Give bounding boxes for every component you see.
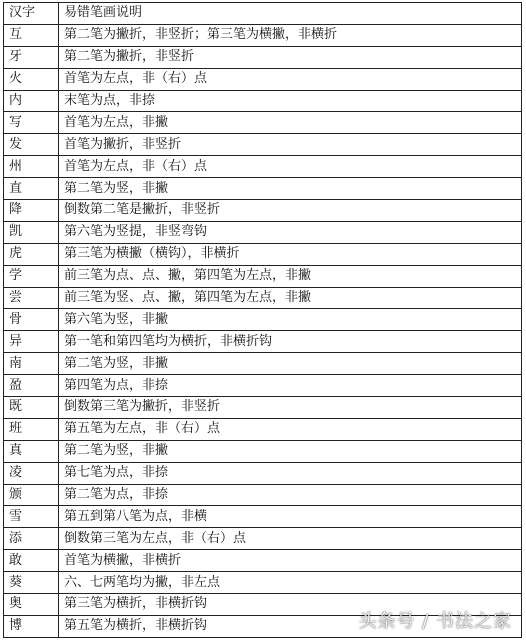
stroke-error-table	[3, 2, 522, 638]
character-cell: 班	[4, 418, 59, 440]
table-row	[4, 24, 522, 46]
table-row	[4, 331, 522, 353]
table-row	[4, 375, 522, 397]
character-cell: 写	[4, 112, 59, 134]
explanation-cell: 前三笔为竖、点、撇，第四笔为左点，非撇	[59, 287, 522, 309]
header-explanation: 易错笔画说明	[59, 3, 522, 25]
explanation-cell: 倒数第二笔是撇折，非竖折	[59, 200, 522, 222]
table-row	[4, 440, 522, 462]
table-row	[4, 200, 522, 222]
table-row	[4, 309, 522, 331]
explanation-cell: 首笔为撇折，非竖折	[59, 134, 522, 156]
explanation-cell: 首笔为横撇，非横折	[59, 550, 522, 572]
character-cell: 凯	[4, 221, 59, 243]
explanation-cell: 首笔为左点，非（右）点	[59, 68, 522, 90]
character-cell: 虎	[4, 243, 59, 265]
character-cell: 雪	[4, 506, 59, 528]
table-row	[4, 134, 522, 156]
explanation-cell: 第二笔为竖，非撇	[59, 178, 522, 200]
character-cell: 真	[4, 440, 59, 462]
explanation-cell: 前三笔为点、点、撇，第四笔为左点，非撇	[59, 265, 522, 287]
character-cell: 异	[4, 331, 59, 353]
character-cell: 互	[4, 24, 59, 46]
explanation-cell: 首笔为左点，非撇	[59, 112, 522, 134]
explanation-cell: 第五笔为左点，非（右）点	[59, 418, 522, 440]
table-row	[4, 462, 522, 484]
explanation-cell: 第五到第八笔为点，非横	[59, 506, 522, 528]
table-row	[4, 221, 522, 243]
table-row	[4, 550, 522, 572]
table-row	[4, 265, 522, 287]
explanation-cell: 六、七两笔均为撇，非左点	[59, 572, 522, 594]
character-cell: 添	[4, 528, 59, 550]
table-body	[4, 24, 522, 637]
table-row	[4, 418, 522, 440]
explanation-cell: 第六笔为竖，非撇	[59, 309, 522, 331]
table-row	[4, 46, 522, 68]
character-cell: 直	[4, 178, 59, 200]
watermark: 头条号 / 书法之家	[358, 611, 512, 632]
explanation-cell: 首笔为左点，非（右）点	[59, 156, 522, 178]
character-cell: 博	[4, 615, 59, 637]
table-row	[4, 353, 522, 375]
explanation-cell: 第二笔为点，非捺	[59, 484, 522, 506]
table-header-row	[4, 3, 522, 25]
explanation-cell: 第一笔和第四笔均为横折，非横折钩	[59, 331, 522, 353]
table-row	[4, 90, 522, 112]
character-cell: 骨	[4, 309, 59, 331]
character-cell: 州	[4, 156, 59, 178]
character-cell: 凌	[4, 462, 59, 484]
explanation-cell: 末笔为点，非捺	[59, 90, 522, 112]
explanation-cell: 第四笔为点，非捺	[59, 375, 522, 397]
character-cell: 南	[4, 353, 59, 375]
header-character: 汉字	[4, 3, 59, 25]
table-row	[4, 112, 522, 134]
explanation-cell: 第二笔为撇折，非竖折；第三笔为横撇，非横折	[59, 24, 522, 46]
character-cell: 学	[4, 265, 59, 287]
character-cell: 牙	[4, 46, 59, 68]
explanation-cell: 第二笔为竖，非撇	[59, 353, 522, 375]
explanation-cell: 第三笔为横折，非横折钩	[59, 594, 522, 616]
explanation-cell: 第二笔为撇折，非竖折	[59, 46, 522, 68]
table-row	[4, 287, 522, 309]
character-cell: 敢	[4, 550, 59, 572]
character-cell: 内	[4, 90, 59, 112]
table-row	[4, 528, 522, 550]
explanation-cell: 第五笔为横折，非横折钩	[59, 615, 522, 637]
explanation-cell: 倒数第三笔为撇折，非竖折	[59, 397, 522, 419]
table-row	[4, 572, 522, 594]
explanation-cell: 第七笔为点，非捺	[59, 462, 522, 484]
table-row	[4, 397, 522, 419]
table-row	[4, 243, 522, 265]
explanation-cell: 第二笔为竖，非撇	[59, 440, 522, 462]
explanation-cell: 第三笔为横撇（横钩），非横折	[59, 243, 522, 265]
table-row	[4, 178, 522, 200]
table-row	[4, 506, 522, 528]
explanation-cell: 第六笔为竖提，非竖弯钩	[59, 221, 522, 243]
character-cell: 火	[4, 68, 59, 90]
character-cell: 颁	[4, 484, 59, 506]
stroke-error-document	[3, 2, 521, 638]
character-cell: 降	[4, 200, 59, 222]
character-cell: 既	[4, 397, 59, 419]
character-cell: 葵	[4, 572, 59, 594]
table-row	[4, 484, 522, 506]
character-cell: 尝	[4, 287, 59, 309]
table-row	[4, 68, 522, 90]
explanation-cell: 倒数第三笔为左点，非（右）点	[59, 528, 522, 550]
character-cell: 发	[4, 134, 59, 156]
character-cell: 奥	[4, 594, 59, 616]
character-cell: 盈	[4, 375, 59, 397]
table-row	[4, 156, 522, 178]
